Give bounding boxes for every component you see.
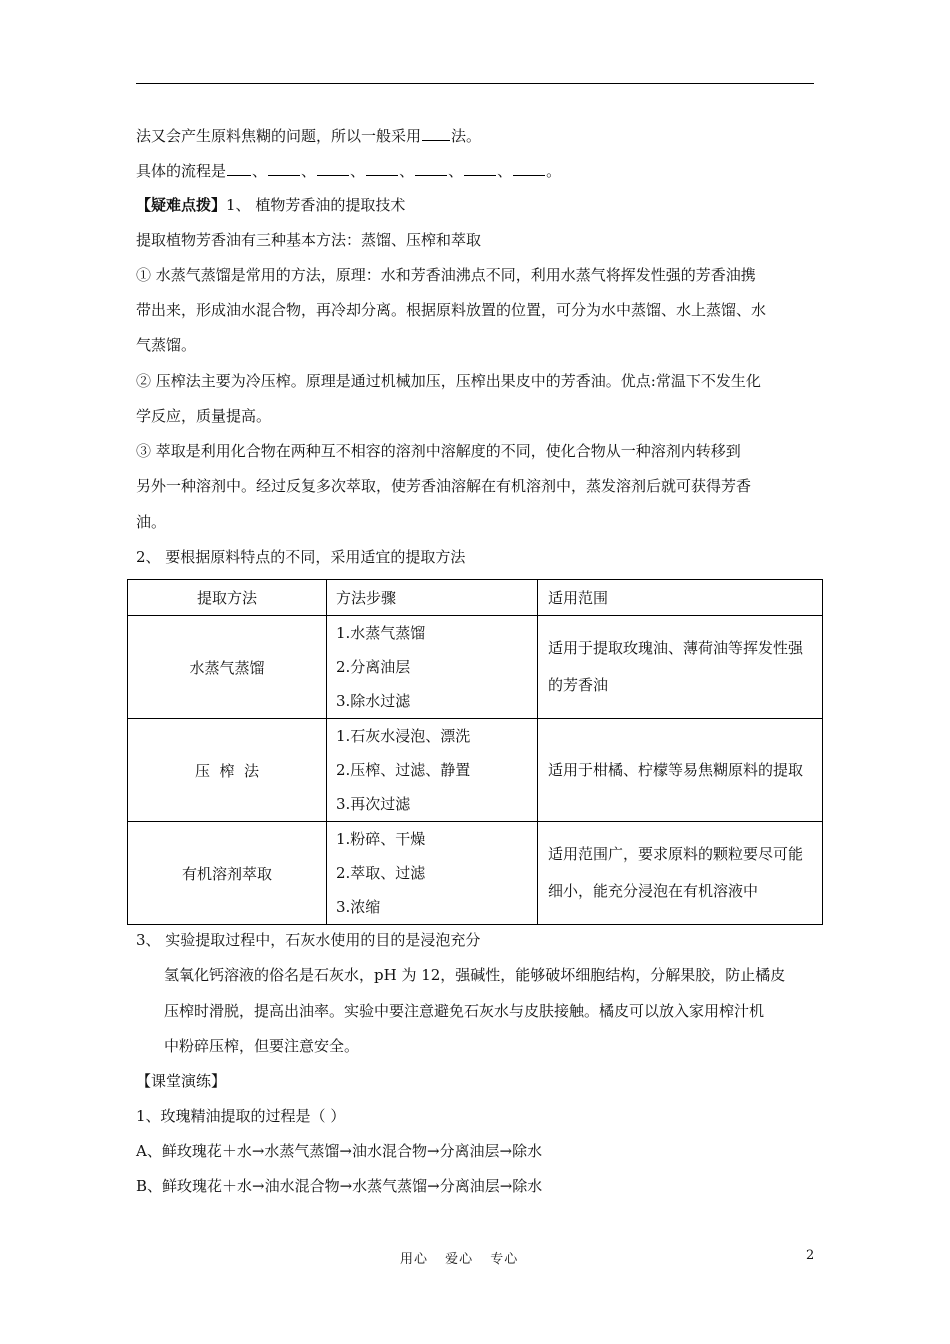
method-cell: 有机溶剂萃取 (128, 822, 327, 925)
answer-blank (464, 161, 496, 176)
header-method: 提取方法 (128, 580, 327, 616)
answer-blank (317, 161, 349, 176)
section-3-para-b: 压榨时滑脱，提高出油率。实验中要注意避免石灰水与皮肤接触。橘皮可以放入家用榨汁机 (164, 1002, 765, 1020)
steps-cell (327, 616, 538, 719)
answer-blank (366, 161, 398, 176)
option-b: B、鲜玫瑰花＋水→油水混合物→水蒸气蒸馏→分离油层→除水 (136, 1177, 543, 1195)
tip-heading: 【疑难点拨】1、 植物芳香油的提取技术 (136, 196, 406, 214)
option-a: A、鲜玫瑰花＋水→水蒸气蒸馏→油水混合物→分离油层→除水 (136, 1142, 543, 1160)
method-cell: 水蒸气蒸馏 (128, 616, 327, 719)
answer-blank (227, 161, 251, 176)
answer-blank (513, 161, 545, 176)
table-row (128, 616, 823, 719)
range-cell (538, 719, 823, 822)
step-item: 3.除水过滤 (336, 692, 411, 710)
steps-cell (327, 719, 538, 822)
para-1b: 带出来，形成油水混合物，再冷却分离。根据原料放置的位置，可分为水中蒸馏、水上蒸馏、水 (136, 301, 767, 319)
answer-blank (422, 126, 450, 141)
step-item: 1.石灰水浸泡、漂洗 (336, 727, 471, 745)
step-item: 1.粉碎、干燥 (336, 830, 426, 848)
tip-label: 【疑难点拨】 (136, 196, 227, 214)
table-header-row (128, 580, 823, 616)
section-2: 2、 要根据原料特点的不同，采用适宜的提取方法 (136, 548, 466, 566)
range-line: 细小，能充分浸泡在有机溶液中 (548, 882, 759, 900)
method-cell: 压 榨 法 (128, 719, 327, 822)
step-item: 2.压榨、过滤、静置 (336, 761, 471, 779)
section-3: 3、 实验提取过程中，石灰水使用的目的是浸泡充分 (136, 931, 481, 949)
range-line: 适用范围广，要求原料的颗粒要尽可能 (548, 845, 804, 863)
step-item: 3.浓缩 (336, 898, 381, 916)
methods-intro: 提取植物芳香油有三种基本方法：蒸馏、压榨和萃取 (136, 231, 482, 249)
para-3a: ③ 萃取是利用化合物在两种互不相容的溶剂中溶解度的不同，使化合物从一种溶剂内转移到 (136, 442, 741, 460)
header-range: 适用范围 (538, 580, 823, 616)
para-3b: 另外一种溶剂中。经过反复多次萃取，使芳香油溶解在有机溶剂中，蒸发溶剂后就可获得芳香 (136, 477, 752, 495)
step-item: 2.分离油层 (336, 658, 411, 676)
step-item: 3.再次过滤 (336, 795, 411, 813)
steps-cell (327, 822, 538, 925)
range-cell (538, 616, 823, 719)
answer-blank (415, 161, 447, 176)
step-item: 2.萃取、过滤 (336, 864, 426, 882)
para-1c: 气蒸馏。 (136, 336, 197, 354)
range-line: 适用于提取玫瑰油、薄荷油等挥发性强 (548, 639, 804, 657)
page-number: 2 (806, 1248, 815, 1263)
step-item: 1.水蒸气蒸馏 (336, 624, 426, 642)
para-2a: ② 压榨法主要为冷压榨。原理是通过机械加压，压榨出果皮中的芳香油。优点:常温下不发生化 (136, 372, 761, 390)
header-steps: 方法步骤 (327, 580, 538, 616)
para-1a: ① 水蒸气蒸馏是常用的方法，原理：水和芳香油沸点不同，利用水蒸气将挥发性强的芳香油携 (136, 266, 756, 284)
footer-motto: 用心 爱心 专心 (400, 1252, 519, 1267)
para-2b: 学反应，质量提高。 (136, 407, 272, 425)
para-3c: 油。 (136, 513, 167, 531)
table-row (128, 822, 823, 925)
section-3-para-a: 氢氧化钙溶液的俗名是石灰水，pH 为 12，强碱性，能够破坏细胞结构，分解果胶，防止橘皮 (164, 966, 786, 984)
table-row (128, 719, 823, 822)
methods-table (127, 579, 823, 925)
section-3-para-c: 中粉碎压榨，但要注意安全。 (164, 1037, 360, 1055)
question-1: 1、玫瑰精油提取的过程是（ ） (136, 1107, 346, 1125)
range-cell (538, 822, 823, 925)
process-line: 具体的流程是 、 、 、 、 、 、 。 (136, 162, 562, 180)
answer-blank (268, 161, 300, 176)
text-line-1: 法又会产生原料焦糊的问题，所以一般采用 法。 (136, 127, 482, 145)
practice-heading: 【课堂演练】 (136, 1072, 227, 1090)
range-line: 的芳香油 (548, 676, 609, 694)
range-line: 适用于柑橘、柠檬等易焦糊原料的提取 (548, 760, 804, 779)
header-rule (136, 83, 814, 84)
